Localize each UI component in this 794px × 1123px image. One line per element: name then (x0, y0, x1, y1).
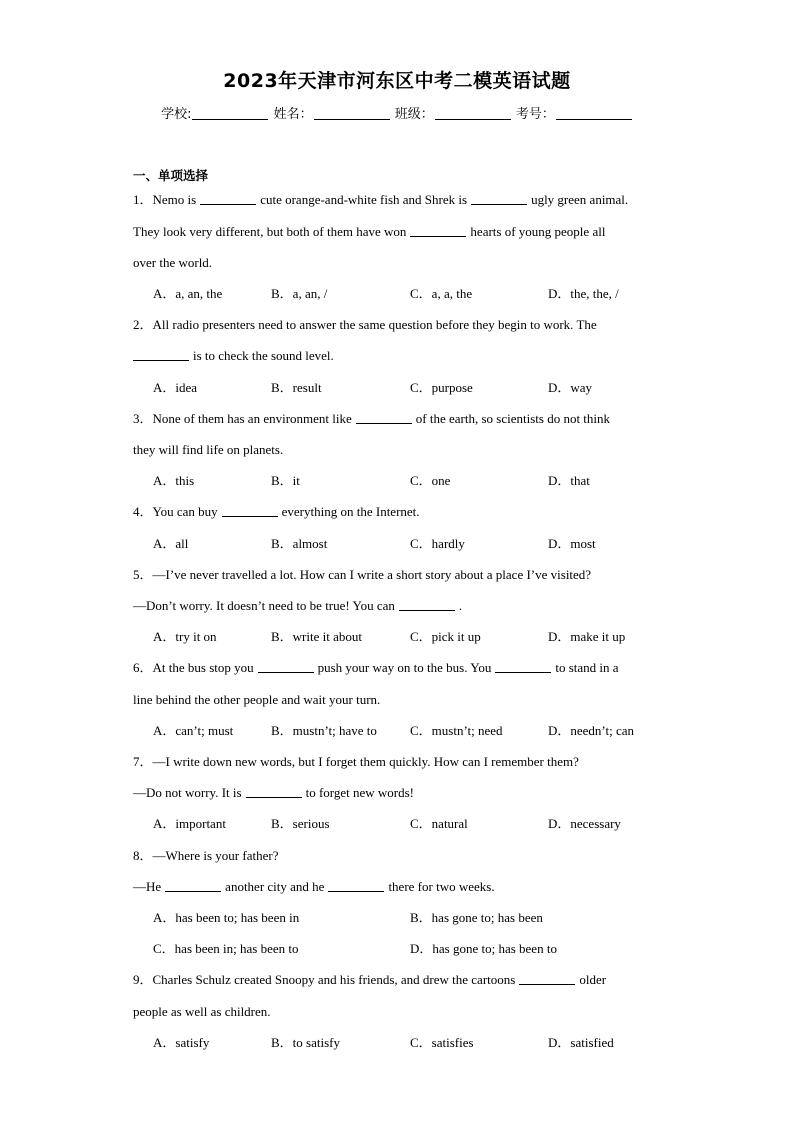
answer-blank (200, 193, 256, 205)
answer-blank (356, 412, 412, 424)
number-blank[interactable] (556, 107, 632, 120)
question-8: 8．—Where is your father? (133, 848, 279, 863)
question-9 (133, 972, 606, 988)
q1-option-b[interactable]: B．a, an, / (271, 286, 328, 301)
q7-option-c[interactable]: C．natural (410, 816, 468, 831)
q3-text-3: they will find life on planets. (133, 442, 284, 457)
q8-option-c[interactable]: C．has been in; has been to (153, 941, 299, 956)
name-label: 姓名： (273, 107, 313, 122)
question-2: 2．All radio presenters need to answer the same question before they begin to work. The (133, 317, 597, 332)
question-2-cont (133, 348, 334, 364)
q3-option-c[interactable]: C．one (410, 473, 451, 488)
q7-option-a[interactable]: A．important (153, 816, 226, 831)
q6-text-1: 6．At the bus stop you (133, 660, 254, 675)
answer-blank (410, 225, 466, 237)
q1-text-2: cute orange-and-white fish and Shrek is (260, 192, 468, 207)
q9-option-c[interactable]: C．satisfies (410, 1035, 474, 1050)
q3-option-a[interactable]: A．this (153, 473, 195, 488)
q9-option-b[interactable]: B．to satisfy (271, 1035, 340, 1050)
question-1-cont (133, 224, 605, 240)
q6-option-d[interactable]: D．needn’t; can (548, 723, 635, 738)
q8-option-a[interactable]: A．has been to; has been in (153, 910, 300, 925)
q8-text-2: —He (133, 879, 162, 894)
name-blank[interactable] (314, 107, 390, 120)
q6-text-3: to stand in a (555, 660, 619, 675)
q6-option-b[interactable]: B．mustn’t; have to (271, 723, 377, 738)
question-3 (133, 411, 610, 427)
q2-option-d[interactable]: D．way (548, 380, 593, 395)
q3-option-d[interactable]: D．that (548, 473, 590, 488)
q1-text-1: 1．Nemo is (133, 192, 197, 207)
q3-option-b[interactable]: B．it (271, 473, 300, 488)
answer-blank (328, 880, 384, 892)
answer-blank (165, 880, 221, 892)
answer-blank (471, 193, 527, 205)
q1-text-4: They look very different, but both of them have won (133, 224, 407, 239)
class-blank[interactable] (435, 107, 511, 120)
question-8-cont (133, 879, 495, 895)
q4-option-b[interactable]: B．almost (271, 536, 328, 551)
q7-text-2: —Do not worry. It is (133, 785, 242, 800)
q1-text-5: hearts of young people all (470, 224, 606, 239)
q5-text-3: . (458, 598, 463, 613)
number-label: 考号： (515, 107, 555, 122)
class-label: 班级： (394, 107, 434, 122)
q5-option-d[interactable]: D．make it up (548, 629, 626, 644)
q5-option-b[interactable]: B．write it about (271, 629, 362, 644)
q9-text-2: older (579, 972, 607, 987)
question-5: 5．—I’ve never travelled a lot. How can I write a short story about a place I’ve visited? (133, 567, 592, 582)
answer-blank (495, 661, 551, 673)
q8-text-3: another city and he (225, 879, 325, 894)
q1-option-d[interactable]: D．the, the, / (548, 286, 619, 301)
question-5-cont (133, 598, 462, 614)
answer-blank (133, 349, 189, 361)
q4-text-2: everything on the Internet. (281, 504, 420, 519)
question-7: 7．—I write down new words, but I forget them quickly. How can I remember them? (133, 754, 579, 769)
page-title: 2023年天津市河东区中考二模英语试题 (223, 70, 571, 92)
q2-text-2: is to check the sound level. (193, 348, 334, 363)
q4-option-d[interactable]: D．most (548, 536, 596, 551)
q7-text-3: to forget new words! (305, 785, 415, 800)
q8-text-4: there for two weeks. (388, 879, 495, 894)
q2-option-a[interactable]: A．idea (153, 380, 198, 395)
school-blank[interactable] (192, 107, 268, 120)
q6-option-c[interactable]: C．mustn’t; need (410, 723, 503, 738)
q9-option-a[interactable]: A．satisfy (153, 1035, 210, 1050)
q5-text-2: —Don’t worry. It doesn’t need to be true! You can (133, 598, 395, 613)
q1-option-c[interactable]: C．a, a, the (410, 286, 473, 301)
q2-option-c[interactable]: C．purpose (410, 380, 473, 395)
answer-blank (258, 661, 314, 673)
q5-option-c[interactable]: C．pick it up (410, 629, 481, 644)
q3-text-2: of the earth, so scientists do not think (415, 411, 611, 426)
q7-option-b[interactable]: B．serious (271, 816, 330, 831)
q4-option-c[interactable]: C．hardly (410, 536, 465, 551)
answer-blank (399, 599, 455, 611)
q5-option-a[interactable]: A．try it on (153, 629, 217, 644)
q1-option-a[interactable]: A．a, an, the (153, 286, 223, 301)
answer-blank (519, 973, 575, 985)
question-1 (133, 192, 628, 208)
q9-text-1: 9．Charles Schulz created Snoopy and his friends, and drew the cartoons (133, 972, 516, 987)
question-4 (133, 504, 420, 520)
q8-option-d[interactable]: D．has gone to; has been to (410, 941, 557, 956)
question-7-cont (133, 785, 414, 801)
answer-blank (222, 505, 278, 517)
q2-option-b[interactable]: B．result (271, 380, 322, 395)
q6-option-a[interactable]: A．can’t; must (153, 723, 234, 738)
q9-option-d[interactable]: D．satisfied (548, 1035, 614, 1050)
q4-option-a[interactable]: A．all (153, 536, 189, 551)
answer-blank (246, 786, 302, 798)
q3-text-1: 3．None of them has an environment like (133, 411, 352, 426)
q1-text-3: ugly green animal. (531, 192, 629, 207)
q1-text-6: over the world. (133, 255, 213, 270)
q6-text-4: line behind the other people and wait your turn. (133, 692, 381, 707)
question-6 (133, 660, 619, 676)
student-info-line (0, 103, 794, 122)
q8-option-b[interactable]: B．has gone to; has been (410, 910, 543, 925)
q4-text-1: 4．You can buy (133, 504, 218, 519)
q7-option-d[interactable]: D．necessary (548, 816, 621, 831)
q9-text-3: people as well as children. (133, 1004, 271, 1019)
section-heading: 一、单项选择 (133, 168, 209, 183)
school-label: 学校: (161, 107, 192, 122)
q6-text-2: push your way on to the bus. You (317, 660, 492, 675)
